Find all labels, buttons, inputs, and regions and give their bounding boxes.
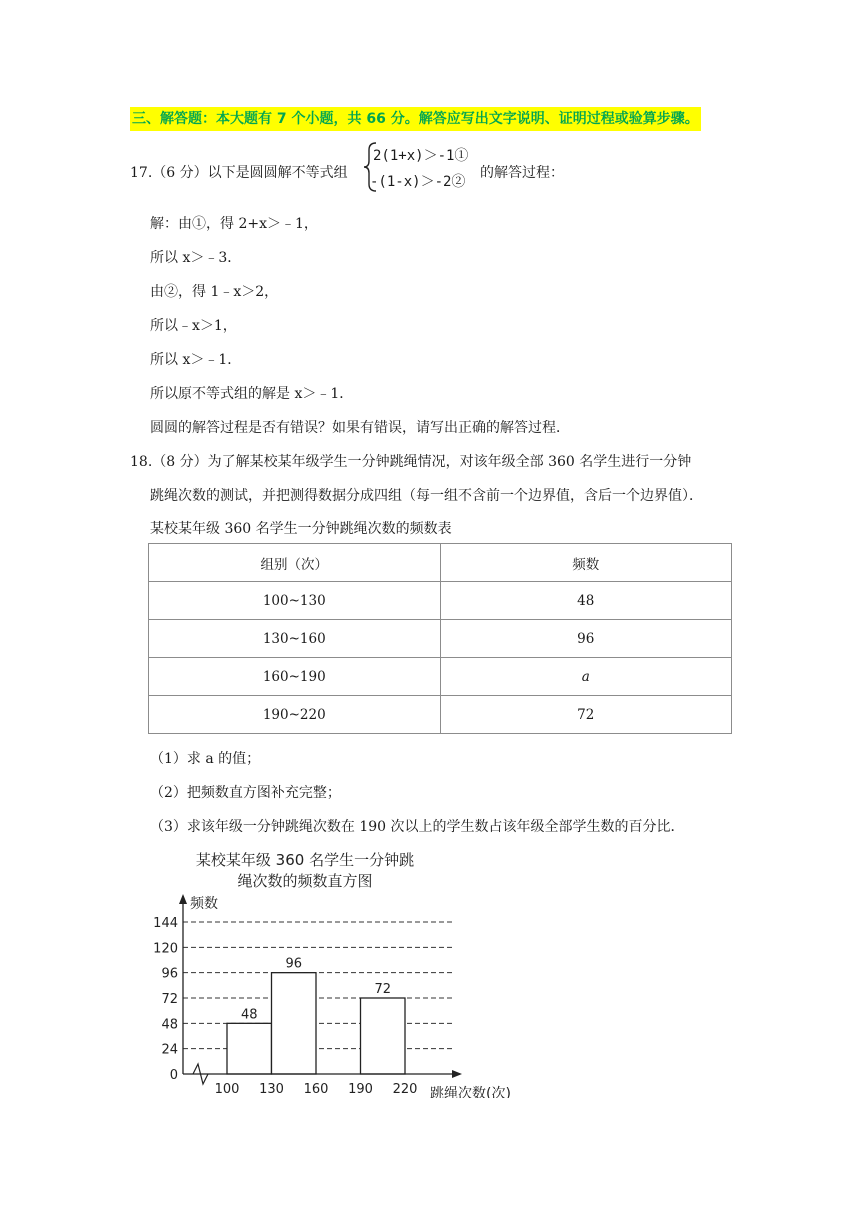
histogram-bar bbox=[227, 1023, 272, 1074]
q17-step-1: 解：由①，得 2+x＞﹣1， bbox=[150, 216, 318, 232]
x-tick-label: 190 bbox=[348, 1082, 373, 1097]
x-tick-label: 220 bbox=[392, 1082, 418, 1097]
inequality-2: -(1-x)＞-2② bbox=[370, 174, 466, 190]
table-cell-frequency: 72 bbox=[440, 696, 732, 734]
q18-sub-2: （2）把频数直方图补充完整； bbox=[150, 785, 341, 801]
chart-bars bbox=[227, 957, 405, 1074]
q18-points: （8 分） bbox=[152, 454, 208, 470]
table-header-row bbox=[149, 544, 732, 582]
y-tick-label: 144 bbox=[153, 916, 178, 931]
table-cell-group: 100~130 bbox=[149, 582, 441, 620]
table-title: 某校某年级 360 名学生一分钟跳绳次数的频数表 bbox=[150, 521, 452, 537]
y-tick-label: 72 bbox=[161, 992, 178, 1007]
bar-data-label: 48 bbox=[240, 1007, 258, 1023]
y-tick-label: 24 bbox=[161, 1042, 178, 1058]
q17-number: 17. bbox=[130, 165, 153, 181]
table-row bbox=[149, 620, 732, 658]
chart-title-line-2: 绳次数的频数直方图 bbox=[237, 872, 373, 890]
bar-data-label: 72 bbox=[374, 982, 392, 997]
table-row bbox=[149, 658, 732, 696]
q17-number-line bbox=[130, 162, 348, 182]
chart-title-line-1: 某校某年级 360 名学生一分钟跳 bbox=[195, 851, 415, 869]
q17-points: （6 分） bbox=[152, 165, 208, 181]
y-tick-label: 48 bbox=[161, 1017, 178, 1033]
x-tick-label: 160 bbox=[303, 1082, 329, 1097]
q18-line-2: 跳绳次数的测试，并把测得数据分成四组（每一组不含前一个边界值，含后一个边界值）． bbox=[150, 488, 703, 504]
table-cell-group: 130~160 bbox=[149, 620, 441, 658]
table-header-frequency: 频数 bbox=[440, 544, 732, 582]
chart-grid bbox=[183, 922, 455, 1049]
x-tick-label: 130 bbox=[259, 1082, 284, 1097]
y-tick-label: 0 bbox=[169, 1068, 178, 1083]
y-axis-arrow bbox=[179, 894, 187, 904]
q18-sub-3: （3）求该年级一分钟跳绳次数在 190 次以上的学生数占该年级全部学生数的百分比． bbox=[150, 819, 685, 835]
table-row bbox=[149, 582, 732, 620]
table-cell-frequency: 96 bbox=[440, 620, 732, 658]
y-tick-label: 96 bbox=[161, 966, 178, 982]
q18-sub-1: （1）求 a 的值； bbox=[150, 751, 261, 767]
table-cell-frequency: a bbox=[440, 658, 732, 696]
x-axis-label: 跳绳次数(次) bbox=[430, 1086, 511, 1098]
q18-text-1: 为了解某校某年级学生一分钟跳绳情况，对该年级全部 360 名学生进行一分钟 bbox=[207, 454, 692, 470]
x-tick-label: 100 bbox=[214, 1082, 240, 1097]
table-header-group: 组别（次） bbox=[149, 544, 441, 582]
section-heading: 三、解答题：本大题有 7 个小题，共 66 分。解答应写出文字说明、证明过程或验算步骤。 bbox=[130, 107, 701, 131]
table-row bbox=[149, 696, 732, 734]
q17-step-2: 所以 x＞﹣3． bbox=[150, 250, 242, 266]
q17-step-5: 所以 x＞﹣1． bbox=[150, 352, 242, 368]
frequency-table bbox=[148, 543, 732, 734]
y-axis-label: 频数 bbox=[190, 896, 218, 912]
x-axis-arrow bbox=[452, 1070, 462, 1078]
q17-after: 的解答过程： bbox=[480, 165, 564, 181]
histogram-bar bbox=[272, 973, 317, 1074]
table-cell-group: 190~220 bbox=[149, 696, 441, 734]
q18-line-1 bbox=[130, 451, 691, 471]
y-tick-label: 120 bbox=[153, 941, 178, 957]
histogram-bar bbox=[361, 998, 406, 1074]
q17-step-3: 由②，得 1﹣x＞2， bbox=[150, 284, 279, 300]
bar-data-label: 96 bbox=[285, 956, 303, 972]
table-cell-group: 160~190 bbox=[149, 658, 441, 696]
histogram-chart bbox=[150, 848, 550, 1102]
q18-number: 18. bbox=[130, 454, 153, 470]
table-cell-frequency: 48 bbox=[440, 582, 732, 620]
q17-intro: 以下是圆圆解不等式组 bbox=[207, 165, 348, 181]
q17-step-6: 所以原不等式组的解是 x＞﹣1． bbox=[150, 386, 354, 402]
q17-step-4: 所以﹣x＞1， bbox=[150, 318, 237, 334]
q17-question: 圆圆的解答过程是否有错误？如果有错误，请写出正确的解答过程． bbox=[150, 420, 570, 436]
inequality-1: 2(1+x)＞-1① bbox=[373, 148, 469, 164]
